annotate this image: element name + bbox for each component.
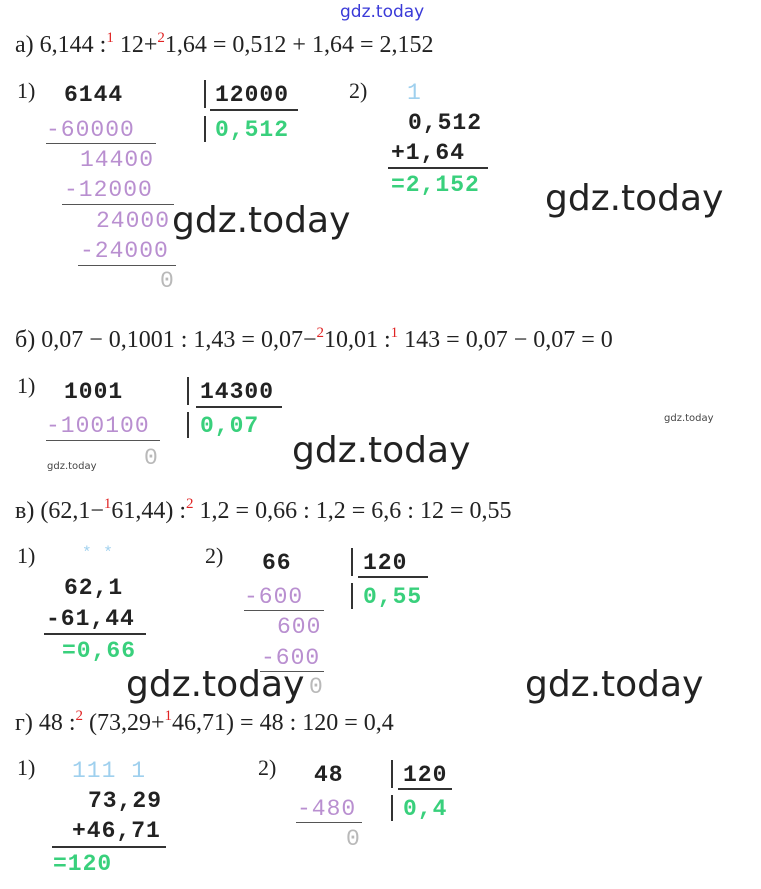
- div-line: [62, 204, 174, 205]
- div-line: [244, 610, 324, 611]
- problem-a-step2-label: 2): [349, 78, 368, 103]
- problem-g-step2-label: 2): [258, 755, 277, 780]
- div-bar: [187, 377, 189, 405]
- div-bar: [391, 795, 393, 821]
- div-line: [296, 822, 362, 823]
- div-remainder: 0: [160, 268, 175, 294]
- div-subtrahend: -480: [297, 796, 357, 822]
- watermark: gdz.today: [664, 413, 714, 424]
- div-dividend: 6144: [64, 82, 124, 108]
- problem-b-equation: б) 0,07 − 0,1001 : 1,43 = 0,07−$^2$10,01 :$^1$ 143 = 0,07 − 0,07 = 0: [15, 325, 613, 353]
- div-subtrahend: -12000: [64, 177, 153, 203]
- addend-bottom: +46,71: [72, 818, 161, 844]
- watermark: gdz.today: [172, 200, 351, 241]
- div-line: [78, 265, 176, 266]
- problem-a-equation: а) 6,144 :$^1$ 12+$^2$1,64 = 0,512 + 1,64 = 2,152: [15, 30, 434, 58]
- div-bar: [391, 760, 393, 788]
- div-quotient: 0,55: [363, 584, 423, 610]
- problem-a-label: а): [15, 32, 34, 58]
- problem-a-step1-label: 1): [17, 78, 36, 103]
- order-mark: 2: [316, 325, 324, 341]
- problem-v-equation: в) (62,1−$^1$61,44) :$^2$ 1,2 = 0,66 : 1,2 = 6,6 : 12 = 0,55: [15, 496, 512, 524]
- watermark: gdz.today: [292, 430, 471, 471]
- problem-v-step1-label: 1): [17, 543, 36, 568]
- problem-b-label: б): [15, 327, 36, 353]
- watermark: gdz.today: [126, 664, 305, 705]
- div-divisor: 12000: [215, 82, 290, 108]
- subtrahend: -61,44: [46, 606, 135, 632]
- div-line: [196, 406, 282, 408]
- addend-bottom: +1,64: [391, 140, 466, 166]
- sum-result: =120: [53, 851, 113, 877]
- sum-result: =2,152: [391, 172, 480, 198]
- carry-digits: 111 1: [72, 758, 147, 784]
- addend-top: 73,29: [88, 788, 163, 814]
- div-subtrahend: -100100: [46, 413, 150, 439]
- problem-g-label: г): [15, 710, 33, 736]
- borrow-marks: * *: [82, 544, 114, 562]
- difference-result: =0,66: [62, 638, 137, 664]
- order-mark: 1: [164, 708, 173, 724]
- carry-digits: 1: [407, 80, 422, 106]
- div-bar: [351, 583, 353, 609]
- div-line: [210, 109, 298, 111]
- order-mark: 2: [157, 30, 165, 46]
- div-remainder: 24000: [96, 208, 171, 234]
- div-bar: [204, 116, 206, 142]
- div-remainder: 0: [309, 674, 324, 700]
- div-subtrahend: -600: [244, 584, 304, 610]
- div-subtrahend: -24000: [80, 238, 169, 264]
- watermark: gdz.today: [545, 178, 724, 219]
- sum-line: [388, 167, 488, 169]
- problem-v-step2-label: 2): [205, 543, 224, 568]
- problem-g-equation: г) 48 :$^2$ (73,29+$^1$46,71) = 48 : 120 = 0,4: [15, 708, 394, 736]
- div-remainder: 0: [144, 445, 159, 471]
- problem-g-step1-label: 1): [17, 755, 36, 780]
- order-mark: 1: [103, 496, 112, 512]
- div-subtrahend: -60000: [46, 117, 135, 143]
- addend-top: 0,512: [408, 110, 483, 136]
- div-quotient: 0,07: [200, 413, 260, 439]
- div-quotient: 0,512: [215, 117, 290, 143]
- div-line: [358, 576, 428, 578]
- div-quotient: 0,4: [403, 796, 448, 822]
- order-mark: 2: [186, 496, 194, 512]
- order-mark: 1: [390, 325, 399, 341]
- difference-line: [44, 633, 146, 635]
- div-remainder: 600: [277, 614, 322, 640]
- div-line: [46, 143, 156, 144]
- watermark: gdz.today: [47, 461, 97, 472]
- watermark-top: gdz.today: [340, 2, 425, 22]
- div-dividend: 66: [262, 550, 292, 576]
- problem-b-step1-label: 1): [17, 373, 36, 398]
- div-remainder: 0: [346, 826, 361, 852]
- div-remainder: 14400: [80, 147, 155, 173]
- div-line: [46, 440, 160, 441]
- div-divisor: 14300: [200, 379, 275, 405]
- div-bar: [187, 412, 189, 438]
- sum-line: [52, 846, 166, 848]
- problem-v-label: в): [15, 498, 35, 524]
- div-divisor: 120: [403, 762, 448, 788]
- div-dividend: 48: [314, 762, 344, 788]
- div-dividend: 1001: [64, 379, 124, 405]
- div-subtrahend: -600: [261, 645, 321, 671]
- order-mark: 2: [75, 708, 84, 724]
- div-bar: [351, 548, 353, 576]
- div-line: [398, 788, 452, 790]
- watermark: gdz.today: [525, 664, 704, 705]
- order-mark: 1: [106, 30, 114, 46]
- minuend: 62,1: [64, 575, 124, 601]
- div-divisor: 120: [363, 550, 408, 576]
- div-bar: [204, 80, 206, 108]
